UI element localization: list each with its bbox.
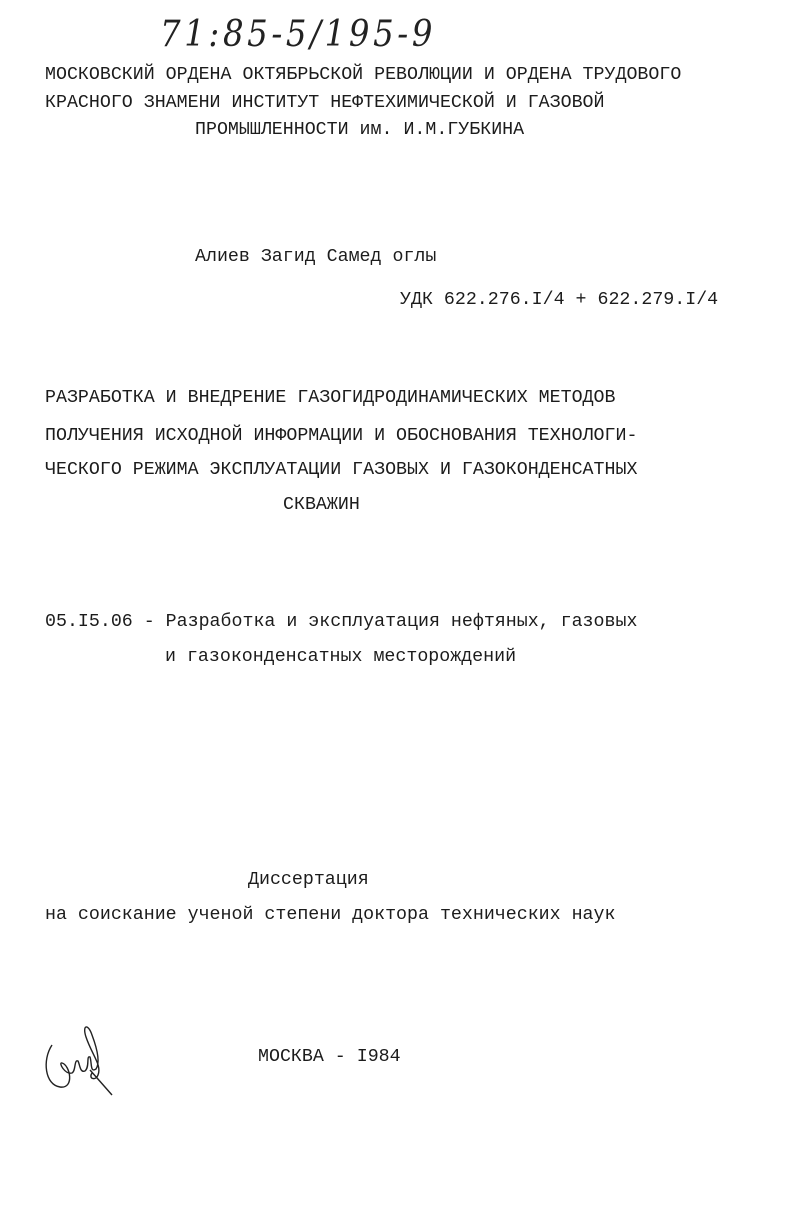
author-name: Алиев Загид Самед оглы xyxy=(195,247,437,267)
document-type: Диссертация xyxy=(248,870,369,890)
title-line-3: ЧЕСКОГО РЕЖИМА ЭКСПЛУАТАЦИИ ГАЗОВЫХ И ГАЗОКОНДЕНСАТНЫХ xyxy=(45,460,638,480)
specialty-line-2: и газоконденсатных месторождений xyxy=(165,647,517,667)
institution-line-2: КРАСНОГО ЗНАМЕНИ ИНСТИТУТ НЕФТЕХИМИЧЕСКОЙ И ГАЗОВОЙ xyxy=(45,93,605,113)
title-line-2: ПОЛУЧЕНИЯ ИСХОДНОЙ ИНФОРМАЦИИ И ОБОСНОВАНИЯ ТЕХНОЛОГИ- xyxy=(45,426,638,446)
institution-line-1: МОСКОВСКИЙ ОРДЕНА ОКТЯБРЬСКОЙ РЕВОЛЮЦИИ И ОРДЕНА ТРУДОВОГО xyxy=(45,65,682,85)
author-signature xyxy=(40,1015,120,1100)
degree-line: на соискание ученой степени доктора технических наук xyxy=(45,905,616,925)
place-and-year: МОСКВА - I984 xyxy=(258,1047,401,1067)
handwritten-archive-number: 71:85-5/195-9 xyxy=(160,14,437,55)
specialty-line-1: 05.I5.06 - Разработка и эксплуатация нефтяных, газовых xyxy=(45,612,638,632)
title-line-1: РАЗРАБОТКА И ВНЕДРЕНИЕ ГАЗОГИДРОДИНАМИЧЕСКИХ МЕТОДОВ xyxy=(45,388,616,408)
institution-line-3: ПРОМЫШЛЕННОСТИ им. И.М.ГУБКИНА xyxy=(195,120,525,140)
udc-code: УДК 622.276.I/4 + 622.279.I/4 xyxy=(400,290,719,310)
title-line-4: СКВАЖИН xyxy=(283,495,360,515)
